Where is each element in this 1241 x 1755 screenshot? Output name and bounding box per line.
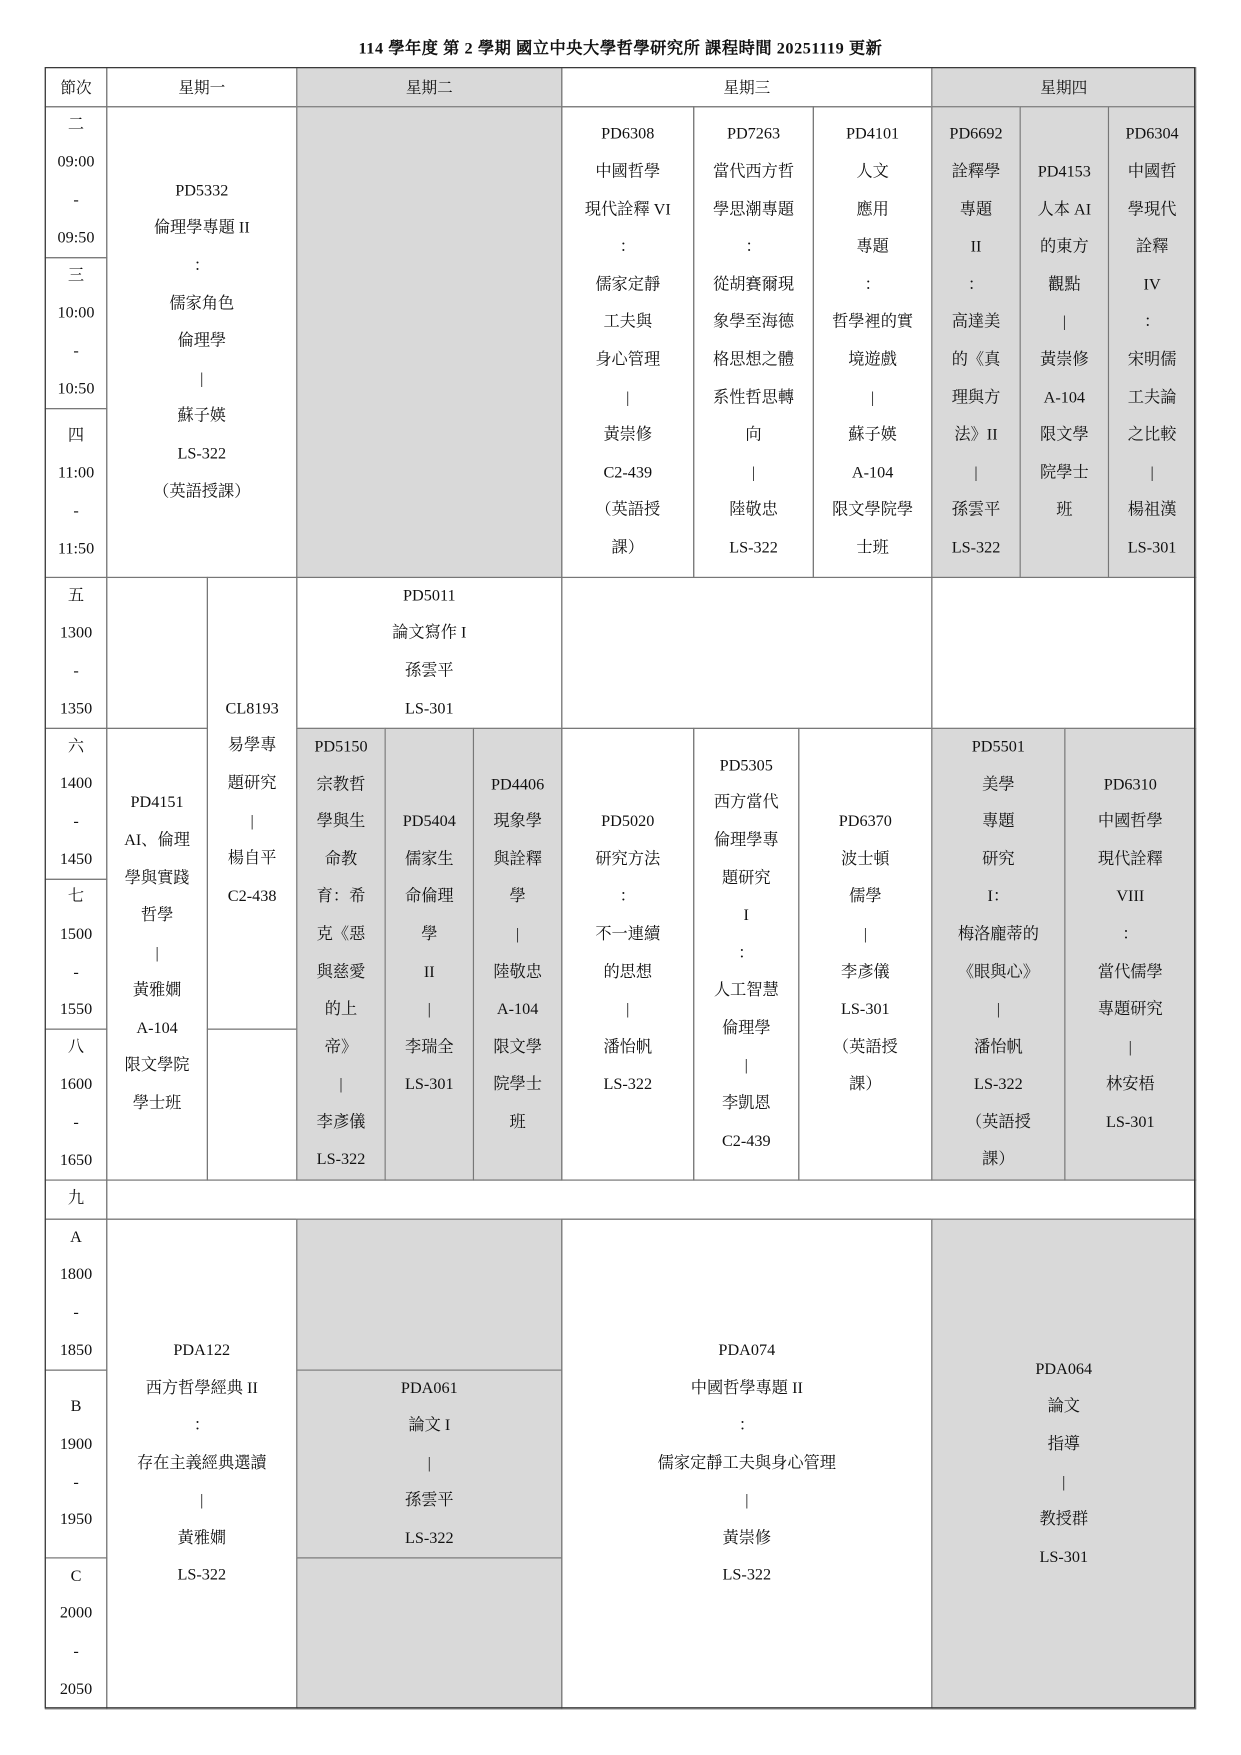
cell-line: PDA064	[1035, 1360, 1093, 1379]
cell-line: |	[744, 1057, 748, 1075]
cell-line: 專題研究	[1097, 1000, 1163, 1019]
cell-line: 中國哲	[1127, 163, 1177, 182]
empty-slot	[106, 577, 208, 729]
cell-line: 儒家定靜	[595, 275, 661, 294]
cell-line: |	[626, 1000, 630, 1019]
cell-line: |	[1062, 313, 1066, 332]
cell-line: 限文學	[493, 1038, 542, 1057]
cell-line: 中國哲學	[1097, 812, 1163, 831]
header-wednesday: 星期三	[561, 67, 932, 107]
course-pd4151	[106, 728, 208, 1181]
cell-line: -	[73, 812, 79, 831]
cell-line: A-104	[851, 463, 894, 482]
cell-line: PD6692	[949, 125, 1003, 144]
cell-line: PD6304	[1125, 125, 1179, 144]
cell-line: 黃崇修	[1040, 351, 1089, 369]
period-p9	[45, 1179, 108, 1219]
course-pd5150	[296, 728, 385, 1181]
cell-line: -	[73, 963, 79, 982]
cell-line: |	[974, 463, 978, 482]
cell-line: 應用	[856, 200, 889, 219]
cell-line: 1900	[59, 1435, 93, 1454]
cell-line: 林安梧	[1105, 1075, 1155, 1094]
cell-line: 高達美	[951, 313, 1001, 332]
period-p7	[45, 879, 108, 1030]
course-pd6692	[931, 106, 1020, 578]
course-cl8193	[207, 577, 298, 1030]
cell-line: ：	[1122, 925, 1139, 944]
cell-line: 潘怡帆	[603, 1038, 653, 1057]
period-p8	[45, 1029, 108, 1181]
cell-line: -	[73, 1642, 79, 1661]
cell-line: ：	[738, 1416, 755, 1435]
cell-line: 的上	[324, 1000, 358, 1019]
cell-line: 李瑞全	[404, 1038, 454, 1057]
cell-line: （英語授	[595, 501, 661, 520]
cell-line: PD4101	[846, 125, 900, 144]
cell-line: 的《真	[951, 351, 1001, 369]
empty-slot	[296, 106, 562, 578]
page-title: 114 學年度 第 2 學期 國立中央大學哲學研究所 課程時間 20251119 更新	[358, 40, 883, 59]
cell-line: 院學士	[1040, 463, 1089, 482]
cell-line: |	[1150, 463, 1154, 482]
cell-line: 哲學裡的實	[832, 313, 914, 332]
cell-line: ：	[193, 257, 210, 276]
cell-line: |	[200, 369, 204, 388]
cell-line: 與慈愛	[316, 963, 366, 982]
course-pd5404	[385, 728, 474, 1181]
cell-line: 之比較	[1127, 426, 1177, 445]
course-pd4101	[813, 106, 933, 578]
cell-line: 學	[421, 925, 438, 944]
cell-line: 09:50	[57, 228, 95, 247]
cell-line: 九	[67, 1189, 85, 1208]
cell-line: 專題	[959, 200, 993, 219]
cell-line: 1800	[59, 1266, 93, 1284]
cell-line: II	[970, 238, 982, 257]
period-p4	[45, 408, 108, 578]
empty-slot	[106, 1179, 1196, 1219]
cell-line: 儒家角色	[169, 294, 235, 313]
cell-line: 專題	[856, 238, 889, 257]
cell-line: 研究	[982, 850, 1015, 869]
cell-line: PD5011	[403, 586, 456, 605]
cell-line: |	[200, 1491, 204, 1510]
cell-line: 陸敬忠	[729, 501, 778, 520]
cell-line: 士班	[856, 538, 889, 557]
course-pda064	[931, 1219, 1196, 1710]
cell-line: |	[870, 388, 875, 407]
cell-line: 梅洛龐蒂的	[957, 925, 1039, 944]
cell-line: PD5020	[601, 812, 655, 831]
cell-line: 三	[67, 266, 85, 285]
cell-line: 二	[67, 116, 85, 134]
cell-line: C2-439	[721, 1132, 771, 1151]
cell-line: ：	[193, 1416, 210, 1435]
header-monday: 星期一	[106, 67, 297, 107]
cell-line: 哲學	[140, 906, 174, 925]
cell-line: 學與生	[316, 812, 366, 831]
cell-line: ：	[738, 944, 755, 963]
cell-line: （英語授	[832, 1038, 898, 1057]
course-pd5011	[296, 577, 562, 729]
cell-line: |	[1062, 1472, 1066, 1491]
cell-line: 論文 I	[408, 1416, 451, 1435]
cell-line: 人本 AI	[1037, 200, 1092, 219]
cell-line: 向	[745, 426, 762, 445]
cell-line: ：	[967, 275, 985, 294]
cell-line: 的思想	[603, 963, 653, 982]
cell-line: 1850	[59, 1341, 93, 1360]
cell-line: -	[73, 1113, 79, 1132]
cell-line: 工夫論	[1127, 388, 1177, 407]
empty-slot	[207, 1029, 298, 1181]
cell-line: 宗教哲	[316, 775, 366, 794]
cell-line: 中國哲學專題 II	[690, 1379, 803, 1397]
cell-line: 11:50	[57, 539, 95, 558]
cell-line: 題研究	[721, 869, 771, 888]
cell-line: PDA074	[718, 1341, 776, 1360]
cell-line: 觀點	[1048, 275, 1081, 294]
period-pB	[45, 1370, 108, 1559]
cell-line: 當代儒學	[1097, 963, 1163, 982]
cell-line: LS-322	[177, 444, 227, 463]
cell-line: 1400	[59, 775, 93, 794]
cell-line: 限文學院學	[832, 501, 914, 520]
cell-line: 專題	[982, 812, 1015, 831]
cell-line: PD5404	[402, 812, 456, 831]
cell-line: CL8193	[225, 699, 279, 718]
cell-line: 1450	[59, 850, 93, 869]
cell-line: ：	[864, 275, 881, 294]
cell-line: 現代詮釋 VI	[584, 200, 671, 219]
cell-line: 蘇子媖	[848, 426, 897, 445]
cell-line: LS-301	[841, 1000, 890, 1019]
cell-line: 六	[67, 737, 85, 756]
cell-line: 身心管理	[595, 351, 661, 369]
cell-line: 孫雲平	[404, 1491, 454, 1510]
cell-line: LS-301	[1039, 1548, 1089, 1566]
cell-line: PD4151	[130, 794, 184, 813]
cell-line: 波士頓	[841, 850, 890, 869]
empty-slot	[931, 577, 1196, 729]
cell-line: 1550	[59, 1000, 93, 1019]
cell-line: -	[73, 1303, 79, 1322]
course-pd6310	[1064, 728, 1196, 1181]
header-period: 節次	[45, 67, 108, 107]
header-thursday: 星期四	[931, 67, 1196, 107]
cell-line: PD5150	[314, 737, 368, 756]
cell-line: |	[626, 388, 630, 407]
cell-line: -	[73, 1472, 79, 1491]
cell-line: -	[73, 661, 79, 680]
cell-line: 院學士	[493, 1075, 542, 1094]
cell-line: LS-301	[404, 699, 454, 718]
cell-line: 2000	[59, 1604, 93, 1623]
cell-line: PDA122	[173, 1341, 231, 1360]
cell-line: 10:50	[57, 379, 95, 398]
cell-line: 1350	[59, 699, 93, 718]
cell-line: 09:00	[57, 153, 95, 172]
cell-line: 系性哲思轉	[713, 388, 795, 407]
cell-line: |	[1128, 1038, 1132, 1057]
cell-line: 學	[509, 888, 526, 906]
cell-line: 1300	[59, 624, 93, 643]
cell-line: PD5501	[971, 737, 1025, 756]
cell-line: 限文學院	[124, 1057, 190, 1075]
course-pd6370	[798, 728, 932, 1181]
cell-line: LS-301	[1127, 538, 1177, 557]
cell-line: C	[70, 1567, 82, 1586]
cell-line: 班	[509, 1113, 526, 1132]
cell-line: 李彥儀	[841, 963, 890, 982]
cell-line: 從胡賽爾現	[713, 275, 795, 294]
period-pC	[45, 1557, 108, 1709]
cell-line: 易學專	[227, 737, 277, 755]
cell-line: LS-322	[177, 1566, 227, 1585]
cell-line: 理與方	[951, 388, 1001, 407]
course-pd5332	[106, 106, 297, 578]
cell-line: PD6310	[1103, 775, 1157, 794]
cell-line: 陸敬忠	[493, 963, 542, 982]
cell-line: 四	[67, 426, 85, 445]
cell-line: 克《惡	[316, 925, 366, 944]
cell-line: 學思潮專題	[713, 200, 795, 219]
course-pd6304	[1108, 106, 1196, 578]
cell-line: |	[250, 812, 254, 831]
cell-line: ：	[745, 238, 762, 257]
cell-line: 10:00	[57, 304, 95, 323]
cell-line: 課）	[982, 1150, 1015, 1169]
cell-line: 儒家生	[404, 850, 454, 869]
cell-line: 題研究	[227, 774, 277, 793]
course-pd5501	[931, 728, 1065, 1181]
cell-line: |	[339, 1075, 343, 1094]
cell-line: 孫雲平	[404, 661, 454, 680]
cell-line: PD5305	[719, 756, 773, 775]
cell-line: 法》II	[954, 426, 998, 445]
cell-line: I	[743, 906, 749, 925]
cell-line: LS-322	[404, 1529, 454, 1548]
cell-line: LS-301	[404, 1075, 454, 1094]
cell-line: 宋明儒	[1127, 351, 1177, 369]
cell-line: 人文	[856, 163, 889, 182]
cell-line: 潘怡帆	[974, 1038, 1023, 1057]
cell-line: 限文學	[1040, 426, 1089, 445]
course-pda074	[561, 1219, 932, 1710]
cell-line: 論文寫作 I	[392, 624, 467, 643]
cell-line: 倫理學	[721, 1019, 771, 1038]
cell-line: 論文	[1047, 1397, 1080, 1416]
cell-line: 學現代	[1127, 200, 1177, 219]
cell-line: 中國哲學	[595, 163, 661, 182]
cell-line: 孫雲平	[951, 501, 1001, 520]
cell-line: 育：希	[316, 888, 366, 906]
cell-line: |	[996, 1000, 1000, 1019]
cell-line: LS-322	[603, 1075, 653, 1094]
period-p2	[45, 106, 108, 258]
cell-line: A-104	[1043, 388, 1086, 407]
cell-line: PD6308	[601, 125, 655, 144]
cell-line: PD6370	[838, 812, 892, 831]
cell-line: 楊祖漢	[1127, 501, 1177, 520]
cell-line: 研究方法	[595, 850, 661, 869]
cell-line: 1600	[59, 1075, 93, 1094]
cell-line: PD4406	[491, 775, 545, 794]
cell-line: 西方哲學經典 II	[145, 1379, 258, 1397]
cell-line: LS-322	[729, 538, 778, 557]
cell-line: 格思想之體	[713, 351, 795, 369]
cell-line: 倫理學	[177, 332, 227, 351]
cell-line: 當代西方哲	[713, 163, 795, 182]
cell-line: LS-301	[1105, 1113, 1155, 1132]
cell-line: 倫理學專	[713, 831, 779, 850]
cell-line: |	[516, 925, 520, 944]
cell-line: 教授群	[1039, 1510, 1089, 1529]
cell-line: （英語授課）	[153, 482, 251, 501]
cell-line: -	[73, 501, 79, 520]
cell-line: 儒家定靜工夫與身心管理	[657, 1454, 836, 1473]
cell-line: 黃崇修	[603, 426, 653, 445]
cell-line: LS-322	[316, 1150, 366, 1169]
cell-line: 班	[1056, 501, 1073, 520]
cell-line: 李凱恩	[721, 1094, 771, 1113]
course-pda061	[296, 1370, 562, 1559]
cell-line: 的東方	[1040, 238, 1089, 257]
cell-line: B	[70, 1397, 82, 1416]
cell-line: 現象學	[493, 812, 542, 831]
cell-line: II	[423, 963, 435, 982]
cell-line: PD7263	[726, 125, 781, 144]
cell-line: 黃崇修	[722, 1529, 772, 1548]
cell-line: 象學至海德	[713, 313, 795, 332]
cell-line: （英語授	[965, 1113, 1031, 1132]
cell-line: A-104	[136, 1019, 178, 1038]
header-tuesday: 星期二	[296, 67, 562, 107]
cell-line: 1950	[59, 1510, 93, 1529]
cell-line: |	[863, 925, 867, 944]
cell-line: 帝》	[324, 1038, 358, 1057]
period-p3	[45, 257, 108, 409]
cell-line: 2050	[59, 1679, 93, 1698]
cell-line: IV	[1143, 275, 1161, 294]
cell-line: |	[751, 463, 756, 482]
empty-slot	[296, 1557, 562, 1709]
course-pd4406	[473, 728, 562, 1181]
cell-line: |	[427, 1454, 431, 1473]
cell-line: |	[427, 1000, 431, 1019]
course-pd4153	[1020, 106, 1109, 578]
cell-line: AI、倫理	[124, 831, 190, 850]
cell-line: 1500	[59, 925, 93, 944]
course-pd6308	[561, 106, 694, 578]
cell-line: I：	[987, 888, 1010, 906]
cell-line: 現代詮釋	[1097, 850, 1163, 869]
cell-line: A	[70, 1228, 82, 1247]
course-pda122	[106, 1219, 297, 1710]
cell-line: ：	[619, 238, 636, 257]
course-pd5305	[693, 728, 799, 1181]
empty-slot	[296, 1219, 562, 1371]
cell-line: 學與實踐	[124, 869, 190, 888]
cell-line: 人工智慧	[713, 981, 779, 1000]
cell-line: ：	[1143, 313, 1161, 332]
cell-line: 蘇子媖	[177, 407, 227, 426]
cell-line: PD4153	[1037, 163, 1091, 182]
cell-line: PDA061	[400, 1379, 458, 1397]
cell-line: 西方當代	[713, 794, 779, 813]
period-pA	[45, 1219, 108, 1371]
cell-line: 存在主義經典選讀	[136, 1454, 267, 1473]
cell-line: C2-438	[227, 887, 277, 906]
cell-line: 七	[67, 888, 85, 906]
cell-line: 與詮釋	[493, 850, 542, 869]
cell-line: 八	[67, 1038, 85, 1057]
cell-line: LS-322	[974, 1075, 1023, 1094]
cell-line: 工夫與	[603, 313, 653, 332]
cell-line: 學士班	[132, 1094, 182, 1113]
cell-line: 黃雅嫺	[177, 1529, 227, 1548]
cell-line: -	[73, 191, 79, 210]
cell-line: LS-322	[951, 538, 1001, 557]
cell-line: 不一連續	[595, 925, 661, 944]
cell-line: 儒學	[849, 888, 882, 906]
cell-line: |	[155, 944, 159, 963]
cell-line: 詮釋學	[951, 163, 1001, 182]
cell-line: C2-439	[603, 463, 653, 482]
cell-line: LS-322	[722, 1566, 772, 1585]
period-p6	[45, 728, 108, 880]
cell-line: 美學	[982, 775, 1015, 794]
cell-line: PD5332	[175, 182, 229, 200]
cell-line: 指導	[1047, 1435, 1080, 1454]
cell-line: 五	[67, 586, 85, 605]
cell-line: A-104	[496, 1000, 539, 1019]
period-p5	[45, 577, 108, 729]
cell-line: 詮釋	[1135, 238, 1169, 257]
cell-line: ：	[619, 888, 636, 906]
course-pd7263	[693, 106, 814, 578]
cell-line: VIII	[1116, 888, 1145, 906]
empty-slot	[561, 577, 932, 729]
cell-line: -	[73, 342, 79, 360]
cell-line: 11:00	[57, 464, 95, 483]
cell-line: 《眼與心》	[957, 963, 1039, 982]
cell-line: 課）	[611, 538, 644, 557]
cell-line: 李彥儀	[316, 1113, 366, 1132]
cell-line: 1650	[59, 1151, 93, 1169]
cell-line: 命倫理	[404, 888, 454, 906]
cell-line: 境遊戲	[848, 351, 897, 369]
cell-line: 倫理學專題 II	[153, 219, 250, 238]
cell-line: |	[745, 1491, 749, 1510]
course-pd5020	[561, 728, 694, 1181]
cell-line: 黃雅嫺	[132, 981, 182, 1000]
cell-line: 楊自平	[227, 849, 277, 868]
cell-line: 課）	[849, 1075, 882, 1094]
cell-line: 命教	[324, 850, 358, 869]
